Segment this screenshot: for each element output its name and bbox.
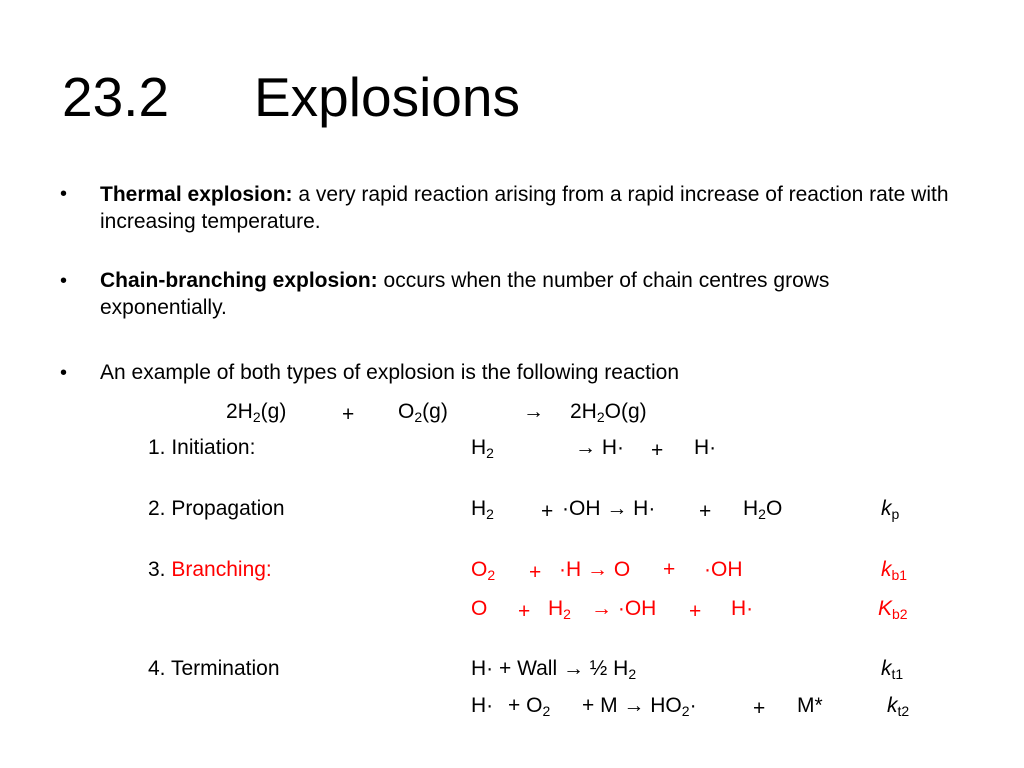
branching-2-o: O: [471, 597, 488, 620]
propagation-plus-1: +: [541, 500, 554, 523]
initiation-arrow-h: → H·: [575, 436, 624, 459]
branching-1-rate-constant: $k_{b1}$: [881, 558, 908, 583]
bullet-marker: •: [60, 183, 68, 205]
bullet-marker: •: [60, 270, 68, 292]
termination-2-m-star: M*: [797, 694, 823, 717]
bullet-text: An example of both types of explosion is the following reaction: [100, 361, 680, 384]
termination-2-h: H·: [471, 694, 494, 717]
bullet-text: a very rapid reaction arising from a rapid increase of reaction rate with increasing temperature.: [100, 183, 949, 233]
bullet-thermal: [100, 181, 950, 235]
propagation-rate-constant: $k_p$: [881, 497, 900, 522]
termination-2-m-arrow-ho2: + $M \to HO_2\cdot$: [582, 694, 697, 719]
propagation-plus-2: +: [699, 500, 712, 523]
step-propagation-label: 2. Propagation: [148, 497, 285, 520]
bullet-text: occurs when the number of chain centres grows exponentially.: [100, 269, 830, 319]
overall-plus: +: [342, 403, 355, 426]
step-branching-label: 3. Branching:: [148, 558, 272, 581]
termination-2-rate-constant: $k_{t2}$: [887, 694, 910, 719]
termination-2-plus: +: [753, 697, 766, 720]
termination-2-o2: + $O_2$: [508, 694, 551, 719]
title-text: Explosions: [254, 66, 520, 128]
branching-2-plus-1: +: [518, 600, 531, 623]
branching-2-h2: $H_2$: [548, 597, 571, 622]
bullet-chain-branching: [100, 267, 930, 321]
bullet-marker: •: [60, 362, 68, 384]
step-initiation-label: 1. Initiation:: [148, 436, 256, 459]
propagation-h2o: $H_2O$: [743, 497, 783, 522]
propagation-oh-arrow-h: ·OH → H·: [562, 497, 656, 520]
branching-1-h-arrow-o: ·H → O: [559, 558, 631, 581]
section-number: 23.2: [62, 66, 170, 128]
propagation-h2: $H_2$: [471, 497, 494, 522]
branching-2-rate-constant: $K_{b2}$: [878, 597, 908, 622]
termination-1-reaction: H· + Wall → ½ $H_2$: [471, 657, 637, 682]
branching-1-plus-2: +: [663, 558, 676, 581]
bullet-example: [100, 359, 950, 386]
branching-2-arrow-oh: → ·OH: [591, 597, 657, 620]
overall-product-h2o: $2H_2O(g)$: [570, 400, 647, 425]
initiation-h-radical: H·: [694, 436, 717, 459]
overall-reactant-h2: $2H_2(g)$: [226, 400, 287, 425]
branching-2-h: H·: [731, 597, 754, 620]
overall-reactant-o2: $O_2(g)$: [398, 400, 448, 425]
branching-1-plus-1: +: [529, 561, 542, 584]
overall-arrow: →: [523, 400, 544, 423]
branching-1-o2: $O_2$: [471, 558, 496, 583]
bullet-term: Chain-branching explosion:: [100, 269, 378, 292]
bullet-term: Thermal explosion:: [100, 183, 293, 206]
termination-1-rate-constant: $k_{t1}$: [881, 657, 904, 682]
initiation-plus: +: [651, 439, 664, 462]
branching-1-oh: ·OH: [704, 558, 743, 581]
step-termination-label: 4. Termination: [148, 657, 280, 680]
slide-title: [62, 62, 520, 132]
branching-2-plus-2: +: [689, 600, 702, 623]
initiation-h2: $H_2$: [471, 436, 494, 461]
